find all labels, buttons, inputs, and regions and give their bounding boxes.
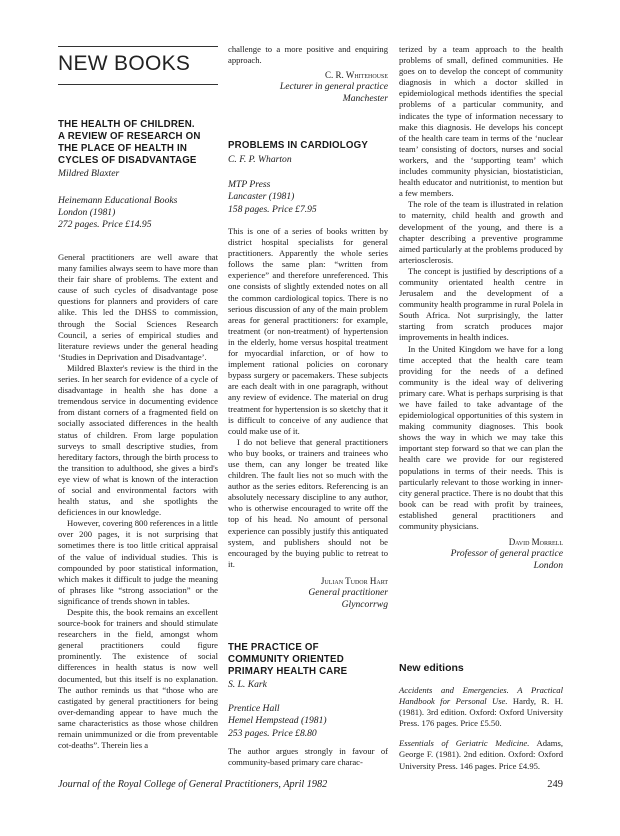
review1-pages-price: 272 pages. Price £14.95	[58, 219, 152, 230]
review1-paragraph: However, covering 800 references in a little over 200 pages, it is not surprising that sometimes there is too little critical appraisal of the value of individual studies. This is compounded by poor statistical information, which makes it difficult to judge the meaning of phrases like “strong association” or the significance of trends shown in tables.	[58, 518, 218, 606]
review1-paragraph: General practitioners are well aware that many families always seem to have more than their fair share of problems. The extent and cause of such cycles of disadvantage pose questions for planners and providers of care alike. This led the DHSS to commission, through the Social Sciences Research Council, a series of empirical studies and literature reviews under the general heading ‘Studies in Deprivation and Disadvantage’.	[58, 252, 218, 362]
review1-title	[58, 119, 228, 167]
review3-reviewer-name: David Morrell	[508, 537, 563, 548]
review1-title-line: THE PLACE OF HEALTH IN	[58, 143, 188, 154]
review1-continuation	[228, 44, 388, 106]
review1-author: Mildred Blaxter	[58, 168, 120, 179]
review2-reviewer-name: Julian Tudor Hart	[320, 575, 388, 586]
review3-reviewer-place: London	[533, 560, 563, 572]
review3-pages-price: 253 pages. Price £8.80	[228, 728, 317, 739]
review3-author: S. L. Kark	[228, 679, 267, 690]
new-editions-list	[399, 685, 563, 781]
review3-title-line: THE PRACTICE OF	[228, 642, 319, 653]
review2-reviewer-title: General practitioner	[308, 587, 388, 598]
review1-title-line: CYCLES OF DISADVANTAGE	[58, 155, 197, 166]
review1-body	[58, 252, 218, 751]
review1-title-line: THE HEALTH OF CHILDREN.	[58, 119, 195, 130]
new-edition-title: Essentials of Geriatric Medicine.	[399, 738, 530, 749]
review2-pages-price: 158 pages. Price £7.95	[228, 204, 317, 215]
review1-place-year: London (1981)	[58, 207, 116, 218]
review3-opening-text: The author argues strongly in favour of community-based primary care charac-	[228, 746, 388, 768]
review1-reviewer-name: C. R. Whitehouse	[325, 70, 388, 81]
review2-place-year: Lancaster (1981)	[228, 191, 295, 202]
review2-paragraph: This is one of a series of books written by district hospital specialists for general practitioners. Apparently the whole series follows the same plan: “written from experience” and therefore unreferenced. This one consists of slightly extended notes on all the common cardiological topics. There is no serious discussion of any of the main problem areas for general practitioners: for example, treatment (or non-treatment) of hypertension in the elderly, home versus hospital treatment for myocardial infarction, or of how to implement rational policies on coronary bypass surgery or pacemakers. These subjects are each dealt with in one paragraph, without any review of evidence. The material on drug treatment for hypertension is so sketchy that it is difficult to conceive of any audience that could make use of it.	[228, 226, 388, 436]
review3-paragraph: The role of the team is illustrated in relation to maternity, child health and growth and development of the young, and there is a chapter describing a preventive programme aimed particularly at the problems produced by arteriosclerosis.	[399, 199, 563, 265]
review3-body	[399, 44, 563, 573]
review3-paragraph: terized by a team approach to the health problems of small, defined communities. He goes on to develop the concept of community diagnosis in which a doctor skilled in epidemiological methods identifies the special problems of a particular community, and indicates the type of information necessary to make this diagnosis. He develops his concept of the health care team in terms of the ‘nuclear team’ consisting of doctors, nurses and social workers, and the ‘supporting team’ which includes community physician, biostatistician, health educator and nutritionist, to mention but a few members.	[399, 44, 563, 199]
review2-paragraph: I do not believe that general practitioners who buy books, or trainers and trainees who use them, can any longer be treated like children. The fault lies not so much with the author as the series editors. Referencing is an absolutely necessary discipline to any author, who is otherwise encouraged to write off the top of his head. No amount of personal experience can possibly justify this antiquated system, and publishers should not be encouraged by the buying public to retreat to it.	[228, 436, 388, 569]
new-edition-entry	[399, 738, 563, 771]
review2-author: C. F. P. Wharton	[228, 154, 292, 165]
review1-reviewer-title: Lecturer in general practice	[279, 81, 388, 93]
review3-publisher: Prentice Hall	[228, 703, 280, 714]
review1-reviewer-place: Manchester	[342, 93, 388, 105]
review3-title-line: COMMUNITY ORIENTED	[228, 654, 344, 665]
review1-paragraph: Mildred Blaxter's review is the third in the series. In her search for evidence of a cycle of disadvantage in health she has done a tremendous service in documenting evidence from distant corners of a fragmented field on socially associated differences in the health status of children. From large population surveys to small descriptive studies, from hereditary factors, through the birth process to the transition to adulthood, she gives a bird's eye view of what is known of the interaction of social and environmental factors with health status, and she spotlights the deficiences in our knowledge.	[58, 362, 218, 518]
review3-title-line: PRIMARY HEALTH CARE	[228, 666, 348, 677]
review3-paragraph: The concept is justified by descriptions of a community orientated health centre in Jerusalem and the development of a community health programme in rural Polela in South Africa. Not surprisingly, the latter starting from scratch produces major improvements in health indices.	[399, 265, 563, 343]
new-edition-entry	[399, 685, 563, 729]
page-number: 249	[547, 779, 563, 790]
review1-publisher: Heinemann Educational Books	[58, 195, 178, 206]
review2-title: PROBLEMS IN CARDIOLOGY	[228, 140, 369, 151]
title-rule	[58, 84, 218, 85]
review1-continuation-text: challenge to a more positive and enquiring approach.	[228, 44, 388, 66]
review3-title	[228, 642, 393, 678]
review3-place-year: Hemel Hempstead (1981)	[228, 715, 327, 726]
review2-reviewer-place: Glyncorrwg	[341, 599, 388, 611]
new-edition-title: Accidents and Emergencies. A Practical Handbook for Personal Use.	[399, 685, 563, 707]
review1-paragraph: Despite this, the book remains an excellent source-book for trainers and should stimulate researchers in the field, amongst whom general practitioners could figure prominently. The existence of social differences in health status is now well documented, but this itself is no explanation. The author reminds us that “those who are castigated by general practitioners for being over-demanding appear to have much the same characteristics as those whose children remain unimmunized or die from preventable cot-deaths”. Therein lies a	[58, 607, 218, 751]
review2-body	[228, 226, 388, 611]
review2-publisher: MTP Press	[228, 179, 271, 190]
review3-reviewer-title: Professor of general practice	[450, 548, 563, 560]
section-title: NEW BOOKS	[58, 52, 191, 75]
review3-opening	[228, 746, 388, 768]
top-rule	[58, 46, 218, 47]
review3-paragraph: In the United Kingdom we have for a long time accepted that the health care team providing for the needs of a defined community is the ideal way of delivering primary care. What is perhaps surprising is that we have failed to take advantage of the epidemiological opportunities of this system in making community diagnoses. This book shows the way in which we may take this important step forward so that we can plan the health care we provide for our registered populations in terms of their needs. This is particularly relevant to those working in inner-city general practice. There is no doubt that this book can be read with profit by trainees, established general practitioners and community physicians.	[399, 343, 563, 532]
review1-title-line: A REVIEW OF RESEARCH ON	[58, 131, 201, 142]
new-editions-heading: New editions	[399, 662, 464, 674]
journal-footer: Journal of the Royal College of General Practitioners, April 1982	[58, 779, 328, 790]
new-edition-details: Adams, George F. (1981). 2nd edition. Oxford: Oxford University Press. 146 pages. Price £4.95.	[399, 738, 563, 771]
new-edition-details: Hardy, R. H. (1981). 3rd edition. Oxford: Oxford University Press. 176 pages. Price £5.50.	[399, 696, 563, 729]
